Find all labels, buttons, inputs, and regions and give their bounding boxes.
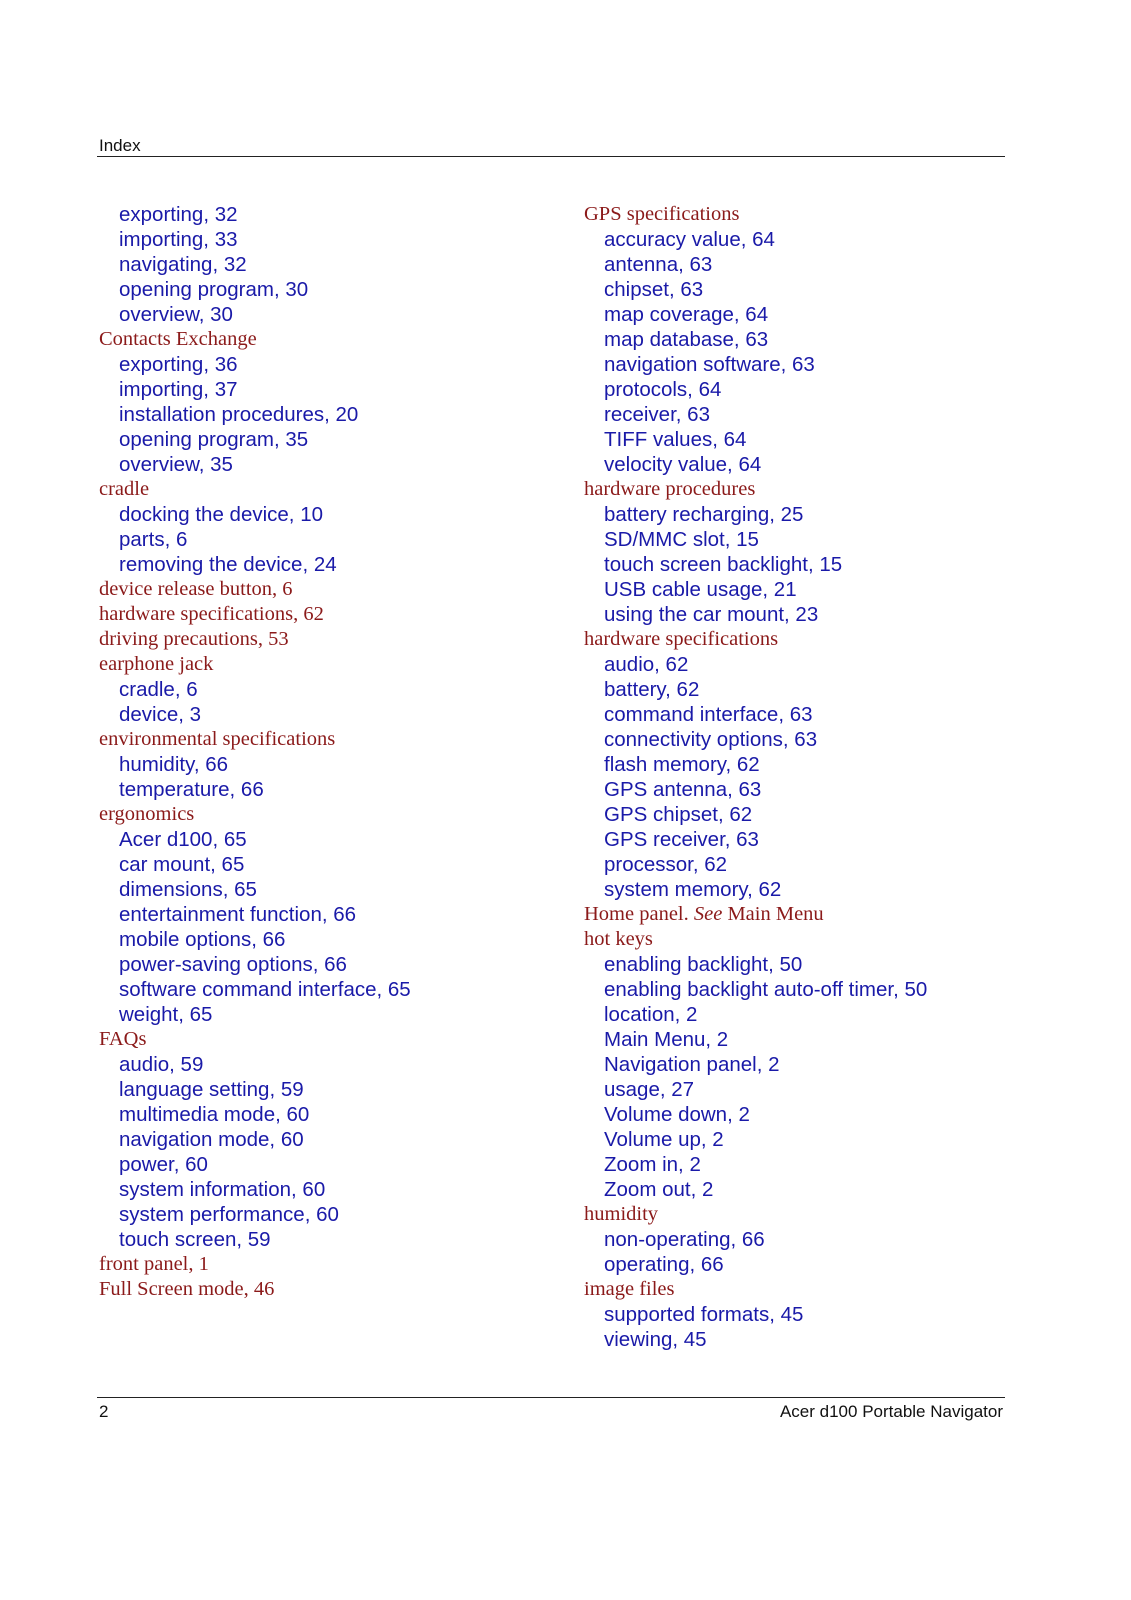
index-sub-entry[interactable]: importing, 37 (119, 378, 238, 401)
index-main-entry[interactable]: hardware specifications (584, 628, 779, 650)
index-sub-entry[interactable]: power-saving options, 66 (119, 953, 347, 976)
index-main-entry[interactable]: Contacts Exchange (99, 328, 257, 350)
index-sub-entry[interactable]: map database, 63 (604, 328, 769, 351)
index-main-entry[interactable]: hardware procedures (584, 478, 756, 500)
index-sub-entry[interactable]: navigation software, 63 (604, 353, 815, 376)
index-entry-term: Home panel. (584, 903, 694, 925)
index-sub-entry[interactable]: system information, 60 (119, 1178, 326, 1201)
index-sub-entry[interactable]: car mount, 65 (119, 853, 245, 876)
running-header: Index (99, 136, 141, 155)
index-main-entry[interactable]: Full Screen mode, 46 (99, 1278, 275, 1300)
index-sub-entry[interactable]: GPS chipset, 62 (604, 803, 753, 826)
index-sub-entry[interactable]: protocols, 64 (604, 378, 722, 401)
index-main-entry[interactable]: GPS specifications (584, 203, 740, 225)
index-main-entry[interactable]: environmental specifications (99, 728, 336, 750)
index-main-entry[interactable]: FAQs (99, 1028, 147, 1050)
index-sub-entry[interactable]: multimedia mode, 60 (119, 1103, 310, 1126)
index-sub-entry[interactable]: overview, 35 (119, 453, 233, 476)
index-sub-entry[interactable]: opening program, 30 (119, 278, 309, 301)
index-column-left (99, 202, 539, 1302)
index-sub-entry[interactable]: Volume up, 2 (604, 1128, 724, 1151)
see-reference-target: Main Menu (722, 903, 824, 925)
index-sub-entry[interactable]: parts, 6 (119, 528, 188, 551)
index-sub-entry[interactable]: humidity, 66 (119, 753, 229, 776)
index-sub-entry[interactable]: non-operating, 66 (604, 1228, 765, 1251)
index-sub-entry[interactable]: audio, 62 (604, 653, 689, 676)
index-sub-entry[interactable]: cradle, 6 (119, 678, 198, 701)
index-sub-entry[interactable]: operating, 66 (604, 1253, 724, 1276)
index-sub-entry[interactable]: connectivity options, 63 (604, 728, 818, 751)
index-sub-entry[interactable]: Zoom in, 2 (604, 1153, 701, 1176)
index-sub-entry[interactable]: audio, 59 (119, 1053, 204, 1076)
index-sub-entry[interactable]: power, 60 (119, 1153, 208, 1176)
index-sub-entry[interactable]: accuracy value, 64 (604, 228, 775, 251)
index-sub-entry[interactable]: viewing, 45 (604, 1328, 707, 1351)
index-sub-entry[interactable]: dimensions, 65 (119, 878, 257, 901)
index-sub-entry[interactable]: USB cable usage, 21 (604, 578, 797, 601)
index-sub-entry[interactable]: exporting, 32 (119, 203, 238, 226)
index-sub-entry[interactable]: GPS receiver, 63 (604, 828, 759, 851)
see-reference-label: See (693, 903, 723, 925)
index-sub-entry[interactable]: removing the device, 24 (119, 553, 337, 576)
index-main-entry[interactable] (584, 902, 1004, 927)
index-main-entry[interactable]: ergonomics (99, 803, 195, 825)
index-sub-entry[interactable]: Main Menu, 2 (604, 1028, 729, 1051)
index-sub-entry[interactable]: Navigation panel, 2 (604, 1053, 780, 1076)
index-sub-entry[interactable]: importing, 33 (119, 228, 238, 251)
index-sub-entry[interactable]: TIFF values, 64 (604, 428, 747, 451)
index-sub-entry[interactable]: mobile options, 66 (119, 928, 286, 951)
index-sub-entry[interactable]: touch screen, 59 (119, 1228, 271, 1251)
index-sub-entry[interactable]: navigation mode, 60 (119, 1128, 304, 1151)
index-sub-entry[interactable]: weight, 65 (119, 1003, 213, 1026)
index-sub-entry[interactable]: location, 2 (604, 1003, 698, 1026)
index-sub-entry[interactable]: map coverage, 64 (604, 303, 769, 326)
index-sub-entry[interactable]: exporting, 36 (119, 353, 238, 376)
index-main-entry[interactable]: cradle (99, 478, 150, 500)
index-sub-entry[interactable]: entertainment function, 66 (119, 903, 357, 926)
index-column-right (584, 202, 1004, 1352)
index-sub-entry[interactable]: overview, 30 (119, 303, 233, 326)
index-sub-entry[interactable]: Zoom out, 2 (604, 1178, 714, 1201)
index-main-entry[interactable]: hot keys (584, 928, 653, 950)
index-sub-entry[interactable]: opening program, 35 (119, 428, 309, 451)
index-sub-entry[interactable]: installation procedures, 20 (119, 403, 359, 426)
index-sub-entry[interactable]: navigating, 32 (119, 253, 247, 276)
index-main-entry[interactable]: earphone jack (99, 653, 214, 675)
index-sub-entry[interactable]: supported formats, 45 (604, 1303, 804, 1326)
index-sub-entry[interactable]: command interface, 63 (604, 703, 813, 726)
index-sub-entry[interactable]: battery, 62 (604, 678, 700, 701)
index-sub-entry[interactable]: system memory, 62 (604, 878, 782, 901)
footer-rule (97, 1397, 1005, 1398)
index-main-entry[interactable]: front panel, 1 (99, 1253, 209, 1275)
index-main-entry[interactable]: humidity (584, 1203, 659, 1225)
index-main-entry[interactable]: driving precautions, 53 (99, 628, 289, 650)
page-number: 2 (99, 1402, 109, 1421)
index-main-entry[interactable]: image files (584, 1278, 675, 1300)
index-sub-entry[interactable]: Volume down, 2 (604, 1103, 750, 1126)
index-sub-entry[interactable]: chipset, 63 (604, 278, 704, 301)
index-sub-entry[interactable]: receiver, 63 (604, 403, 710, 426)
index-sub-entry[interactable]: GPS antenna, 63 (604, 778, 762, 801)
index-sub-entry[interactable]: software command interface, 65 (119, 978, 411, 1001)
index-sub-entry[interactable]: language setting, 59 (119, 1078, 304, 1101)
index-sub-entry[interactable]: docking the device, 10 (119, 503, 323, 526)
index-sub-entry[interactable]: Acer d100, 65 (119, 828, 247, 851)
index-sub-entry[interactable]: flash memory, 62 (604, 753, 760, 776)
index-sub-entry[interactable]: using the car mount, 23 (604, 603, 819, 626)
index-sub-entry[interactable]: SD/MMC slot, 15 (604, 528, 759, 551)
index-sub-entry[interactable]: battery recharging, 25 (604, 503, 804, 526)
index-main-entry[interactable]: device release button, 6 (99, 578, 293, 600)
index-sub-entry[interactable]: velocity value, 64 (604, 453, 762, 476)
index-sub-entry[interactable]: touch screen backlight, 15 (604, 553, 843, 576)
index-sub-entry[interactable]: device, 3 (119, 703, 202, 726)
index-sub-entry[interactable]: processor, 62 (604, 853, 728, 876)
index-sub-entry[interactable]: enabling backlight auto-off timer, 50 (604, 978, 928, 1001)
index-sub-entry[interactable]: enabling backlight, 50 (604, 953, 803, 976)
index-sub-entry[interactable]: system performance, 60 (119, 1203, 339, 1226)
index-sub-entry[interactable]: temperature, 66 (119, 778, 264, 801)
header-rule (97, 156, 1005, 157)
index-sub-entry[interactable]: usage, 27 (604, 1078, 695, 1101)
book-title: Acer d100 Portable Navigator (779, 1402, 1003, 1421)
index-sub-entry[interactable]: antenna, 63 (604, 253, 713, 276)
index-main-entry[interactable]: hardware specifications, 62 (99, 603, 324, 625)
